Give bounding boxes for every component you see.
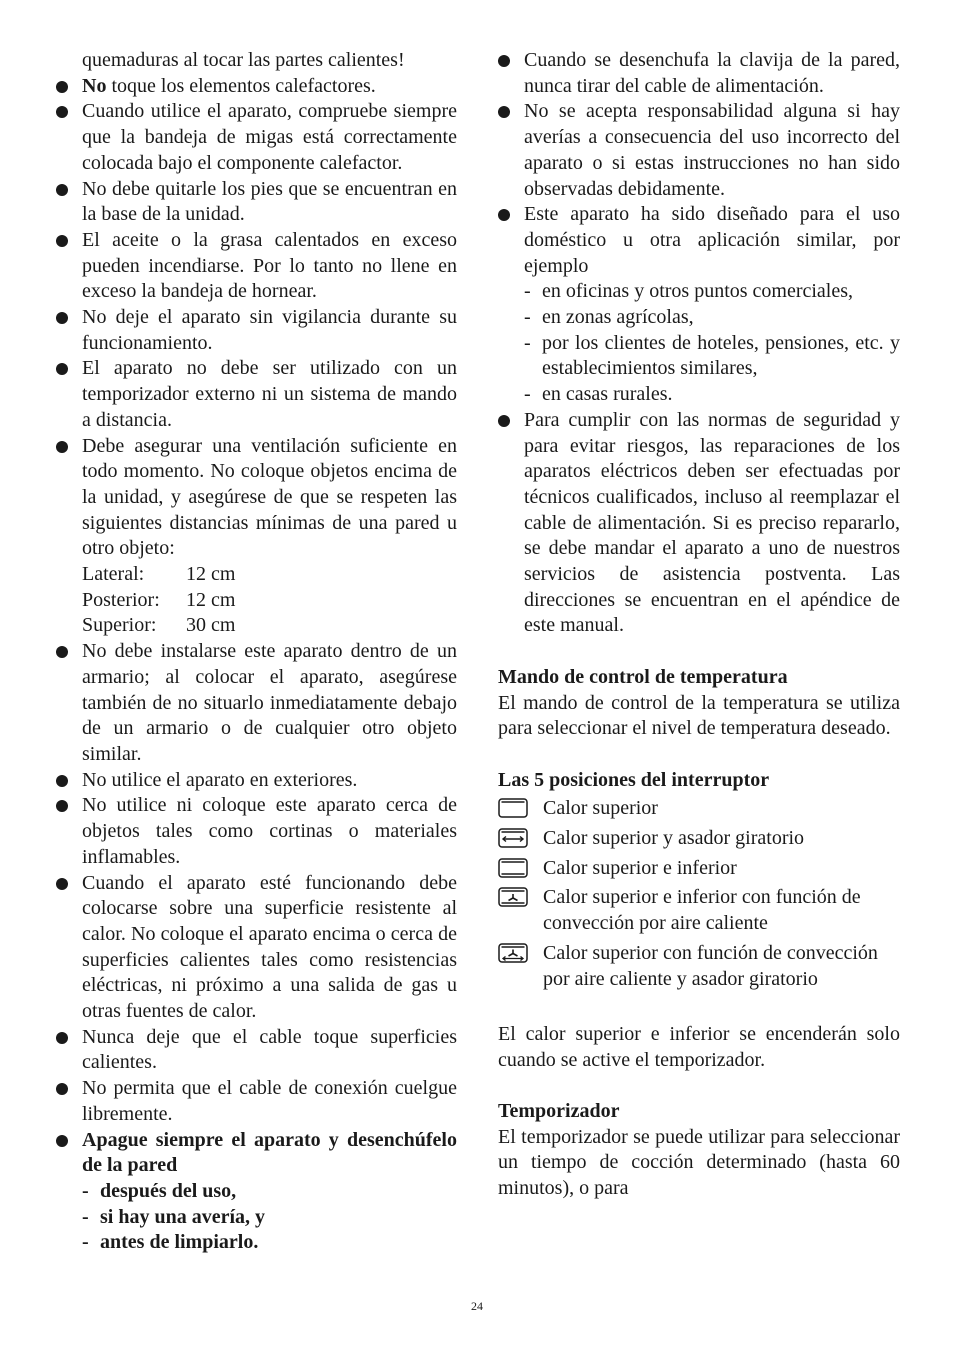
item-text: Cuando utilice el aparato, compruebe siempre que la bandeja de migas está correctamente colocada bajo el componente calefactor.: [82, 100, 457, 174]
sub-item-text: en oficinas y otros puntos comerciales,: [542, 280, 854, 303]
item-text: Para cumplir con las normas de seguridad y para evitar riesgos, las reparaciones de los aparatos eléctricos deben ser efectuadas por técnicos cualificados, incluso al reemplazar el cable de alimentación. Si es preciso repararlo, se debe mandar el aparato a uno de nuestros servicios de asistencia postventa. Las direcciones se encuentran en el apéndice de este manual.: [524, 408, 900, 637]
position-label: Calor superior e inferior con función de convección por aire caliente: [543, 886, 861, 935]
item-text: No debe instalarse este aparato dentro de un armario; al colocar el aparato, asegúrese también de no situarlo inmediatamente debajo de un armario o de cualquier otro objeto similar.: [82, 640, 457, 765]
list-item: [56, 639, 457, 768]
item-text: No deje el aparato sin vigilancia durante su funcionamiento.: [82, 306, 457, 354]
bullet-icon: [56, 1032, 68, 1044]
list-item: [56, 356, 457, 433]
bullet-icon: [498, 415, 510, 427]
paragraph: El mando de control de la temperatura se utiliza para seleccionar el nivel de temperatura deseado.: [498, 691, 900, 740]
distances-table: [82, 562, 457, 639]
list-item: [498, 408, 900, 639]
bullet-icon: [56, 312, 68, 324]
list-item: [56, 305, 457, 356]
sub-item: - antes de limpiarlo.: [82, 1231, 259, 1254]
sub-item: - en zonas agrícolas,: [524, 306, 694, 329]
bullet-icon: [56, 878, 68, 890]
list-item: [56, 228, 457, 305]
list-item: [56, 1076, 457, 1127]
top-heat-icon: [498, 798, 528, 818]
distance-row: [82, 588, 457, 614]
distance-row: [82, 562, 457, 588]
position-label: Calor superior con función de convección por aire caliente y asador giratorio: [543, 941, 878, 990]
switch-position: [498, 796, 900, 822]
list-item: [56, 768, 457, 794]
switch-position: [498, 885, 900, 936]
list-item: [498, 99, 900, 202]
item-text: El aceite o la grasa calentados en exceso pueden incendiarse. Por lo tanto no llene en exceso la bandeja de hornear.: [82, 228, 457, 303]
list-item: [56, 434, 457, 640]
sub-item: - después del uso,: [82, 1179, 237, 1202]
sub-item-text: en casas rurales.: [542, 383, 673, 406]
bullet-icon: [56, 363, 68, 375]
bullet-icon: [56, 441, 68, 453]
item-text: Cuando el aparato esté funcionando debe colocarse sobre una superficie resistente al calor. No coloque el aparato encima o cerca de superficies calientes tales como resistencias eléctricas, ni próximo a una salida de gas u otras fuentes de calor.: [82, 871, 457, 1023]
right-column: [498, 48, 900, 1202]
item-text: No se acepta responsabilidad alguna si hay averías a consecuencia del uso incorrecto del aparato o si estas instrucciones no han sido observadas debidamente.: [524, 100, 900, 200]
distance-label: Lateral:: [82, 563, 145, 586]
distance-value: 12 cm: [186, 563, 236, 586]
sub-item-text: antes de limpiarlo.: [100, 1231, 259, 1254]
item-text: Apague siempre el aparato y desenchúfelo de la pared: [82, 1128, 457, 1177]
item-text: toque los elementos calefactores.: [106, 74, 376, 97]
bullet-icon: [56, 646, 68, 658]
position-label: Calor superior: [543, 797, 658, 820]
position-label: Calor superior e inferior: [543, 856, 737, 879]
item-text: Este aparato ha sido diseñado para el uso doméstico u otra aplicación similar, por ejemplo: [524, 203, 900, 277]
emphasis-text: No: [82, 74, 107, 97]
list-item: [498, 48, 900, 99]
position-label: Calor superior y asador giratorio: [543, 827, 805, 850]
item-text: Nunca deje que el cable toque superficies calientes.: [82, 1025, 457, 1074]
item-text: No utilice ni coloque este aparato cerca de objetos tales como cortinas o materiales inflamables.: [82, 794, 457, 868]
list-item: [56, 74, 457, 100]
bullet-icon: [56, 235, 68, 247]
top-bottom-convection-icon: [498, 887, 528, 907]
list-item: [56, 793, 457, 870]
sub-item: - por los clientes de hoteles, pensiones, etc. y establecimientos similares,: [524, 331, 900, 380]
item-text: Cuando se desenchufa la clavija de la pared, nunca tirar del cable de alimentación.: [524, 49, 900, 97]
bullet-icon: [56, 81, 68, 93]
list-item: [56, 1128, 457, 1257]
paragraph: El calor superior e inferior se encenderán solo cuando se active el temporizador.: [498, 1022, 900, 1071]
sub-item: - en oficinas y otros puntos comerciales,: [524, 280, 854, 303]
bullet-icon: [56, 1135, 68, 1147]
top-heat-rotisserie-icon: [498, 828, 528, 848]
bullet-icon: [498, 106, 510, 118]
sub-item: - si hay una avería, y: [82, 1205, 266, 1228]
distance-label: Superior:: [82, 614, 157, 637]
list-item: [56, 99, 457, 176]
sub-item-text: en zonas agrícolas,: [542, 306, 694, 329]
sub-item-text: si hay una avería, y: [100, 1205, 266, 1228]
top-bottom-heat-icon: [498, 858, 528, 878]
left-column: [56, 48, 457, 1256]
distance-value: 30 cm: [186, 614, 236, 637]
list-item: [498, 202, 900, 408]
sub-item-text: por los clientes de hoteles, pensiones, etc. y establecimientos similares,: [542, 331, 900, 380]
bullet-icon: [498, 55, 510, 67]
bullet-icon: [498, 209, 510, 221]
bullet-icon: [56, 775, 68, 787]
item-text: No permita que el cable de conexión cuelgue libremente.: [82, 1077, 457, 1125]
switch-position: [498, 826, 900, 852]
list-item: [56, 177, 457, 228]
top-convection-rotisserie-icon: [498, 943, 528, 963]
page-number: 24: [471, 1299, 483, 1313]
sub-item: - en casas rurales.: [524, 383, 673, 406]
distance-label: Posterior:: [82, 588, 160, 611]
bullet-icon: [56, 1083, 68, 1095]
switch-position: [498, 856, 900, 882]
section-heading: Las 5 posiciones del interruptor: [498, 768, 770, 791]
item-text: No debe quitarle los pies que se encuentran en la base de la unidad.: [82, 177, 457, 226]
list-item: [56, 871, 457, 1025]
distance-row: [82, 613, 457, 639]
section-heading: Temporizador: [498, 1100, 620, 1123]
paragraph: El temporizador se puede utilizar para seleccionar un tiempo de cocción determinado (hasta 60 minutos), o para: [498, 1125, 900, 1200]
continuation-text: quemaduras al tocar las partes calientes!: [82, 49, 405, 71]
bullet-icon: [56, 106, 68, 118]
section-heading: Mando de control de temperatura: [498, 665, 788, 688]
distance-value: 12 cm: [186, 588, 236, 611]
bullet-icon: [56, 800, 68, 812]
item-text: El aparato no debe ser utilizado con un temporizador externo ni un sistema de mando a distancia.: [82, 357, 457, 431]
list-item: [56, 1025, 457, 1076]
item-text: Debe asegurar una ventilación suficiente en todo momento. No coloque objetos encima de la unidad, y asegúrese de que se respeten las siguientes distancias mínimas de una pared u otro objeto:: [82, 434, 457, 560]
switch-position: [498, 941, 900, 992]
item-text: No utilice el aparato en exteriores.: [82, 768, 358, 791]
bullet-icon: [56, 184, 68, 196]
sub-item-text: después del uso,: [100, 1179, 237, 1202]
